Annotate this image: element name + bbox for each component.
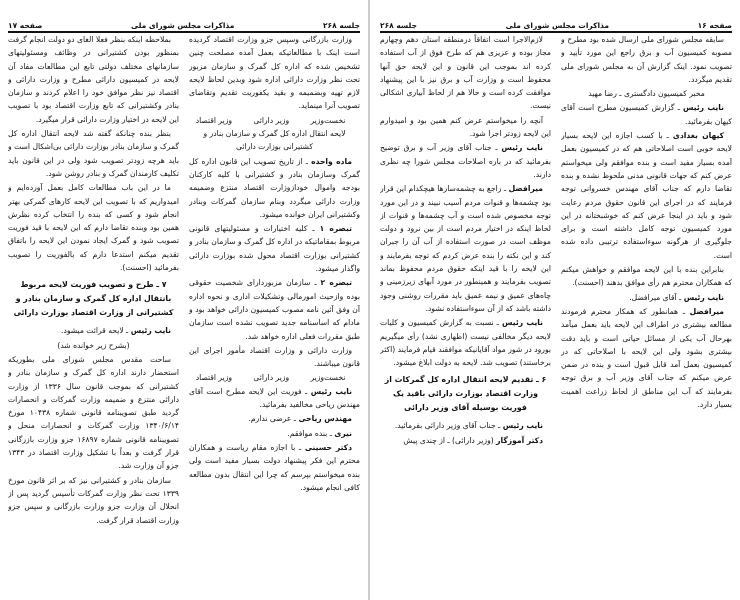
column-left bbox=[8, 33, 179, 596]
paragraph bbox=[561, 291, 732, 304]
paragraph-text: بنابراین بنده با این لایحه موافقم و خواهش میکنم که همکاران محترم هم رأی موافق بدهند (احسنت). bbox=[561, 265, 732, 288]
session-number: جلسه ۲۶۸ bbox=[322, 21, 360, 30]
speaker-name: کیهان بغدادی bbox=[672, 131, 724, 141]
paragraph-text: لازم‌الاجرا است اتفاقاً درمنطقه استان دهم وچهارم مجاز بوده و عزیزی هم که طرح فوق از آب استفاده کرده اند بموجب این قانون و این لایحه حق آنها محفوظ است و وزارت آب و برق نیز با این پیشنهاد موافقت کرده است و حالا هم از لحاظ آبیاری اشکالی نیست. bbox=[380, 35, 551, 111]
signatures bbox=[189, 371, 360, 384]
paragraph-text: ـ از تاریخ تصویب این قانون اداره کل گمرک وسازمان بنادر و کشتیرانی با کلیه کارکنان بودجه واموال خودازوزارت اقتصاد منتزع وضمیمه وزارت دارائی میگردد وبنام سازمان گمرکات وبنادر وکشتیرانی ایران خوانده میشود. bbox=[189, 156, 360, 219]
paragraph-text: سابقه مجلس شورای ملی ارسال شده بود مطرح و مصوبه کمیسیون آب و برق راجع این مورد تأیید و تصویب نمود. اینک گزارش آن به مجلس شورای ملی تقدیم میگردد. bbox=[561, 35, 732, 84]
page-number: صفحه ۱۶ bbox=[697, 21, 732, 30]
paragraph-text: ـ نسبت به گزارش کمیسیون و کلیات لایحه دیگر مخالفی نیست (اظهاری نشد) رأی میگیریم بورود در شور مواد آقایانیکه موافقند قیام فرمایند (اکثر برخاستند) تصویب شد. لایحه به دولت ابلاغ میشود. bbox=[380, 318, 551, 368]
paragraph bbox=[189, 412, 360, 425]
speaker-name: ماده واحده bbox=[311, 156, 352, 166]
paragraph bbox=[8, 353, 179, 473]
paragraph-text: (وزیر دارائی) ـ از چندی پیش bbox=[403, 435, 497, 445]
paragraph bbox=[380, 114, 551, 141]
speaker-name: نایب رئیس bbox=[502, 318, 543, 328]
paragraph-text: ـ لایحه قرائت میشود. bbox=[61, 326, 131, 336]
paragraph-text: ـ با اجازه مقام ریاست و همکاران محترم این فکر پیشنهاد دولت بسیار مفید است ولی بنده میخواستم بپرسم که چرا این انتقال بدون مطالعه کافی انجام میشود. bbox=[189, 442, 360, 492]
paragraph bbox=[189, 276, 360, 342]
signature: وزیر اقتصاد bbox=[195, 115, 233, 125]
page-16 bbox=[372, 0, 738, 600]
speaker-name: مهندس ریاحی bbox=[298, 414, 352, 424]
paragraph-text: ـ کلیه اختیارات و مسئولیتهای قانونی مربوط بمقاماتیکه در اداره کل گمرک و سازمان بنادر و کشتیرانی بوزارت اقتصاد محول شده بوزارت دارائی واگذار میشود. bbox=[189, 224, 360, 274]
section-heading: ۶ ـ تقدیم لایحه انتقال اداره کل گمرکات از وزارت اقتصاد بوزارت دارائی باقید یک فوریت بوسیله آقای وزیر دارائی bbox=[384, 375, 547, 413]
speaker-name: نایب رئیس bbox=[502, 421, 543, 431]
paragraph bbox=[561, 101, 732, 128]
paragraph bbox=[8, 324, 179, 337]
paragraph-text: ـ عرضی ندارم. bbox=[248, 414, 299, 424]
paragraph bbox=[380, 141, 551, 181]
journal-title: مذاکرات مجلس شورای ملی bbox=[131, 21, 235, 30]
paragraph-text: ـ فوریت این لایحه مطرح است آقای مهندس ریاحی مخالفید بفرمائید. bbox=[189, 386, 360, 410]
paragraph bbox=[380, 316, 551, 369]
paragraph-text: آنچه را میخواستم عرض کنم همین بود و امیدوارم این لایحه زودتر اجرا شود. bbox=[380, 115, 551, 139]
page-header bbox=[8, 20, 360, 33]
centered-line: (بشرح زیر خوانده شد) bbox=[57, 340, 130, 350]
page-number: صفحه ۱۷ bbox=[8, 21, 43, 30]
paragraph-text: ـ جناب آقای وزیر آب و برق توضیح بفرمائید که در باره اصلاحات مجلس شورا چه نظری دارند. bbox=[380, 143, 551, 179]
paragraph-text: ـ جناب آقای وزیر دارائی بفرمائید. bbox=[394, 421, 503, 431]
paragraph bbox=[8, 127, 179, 180]
session-number: جلسه ۲۶۸ bbox=[380, 21, 417, 30]
paragraph-text: بملاحظه اینکه بنظر فعلا الغای دو دولت انجام گرفت بمنظور بودن کشتیرانی در وظائف ومسئولیتهای سازمانهای مختلف دولتی تابع این مطالعات مفاد آن لایحه در کمیسیون دارائی مطرح و وزارت دارائی و اقتصاد نیز نظر موافق خود را اعلام کردند و سازمان بنادر وکشتیرانی که تابع وزارت اقتصاد بود با تصویب این لایحه در اختیار وزارت دارائی قرار میگیرد. bbox=[8, 35, 179, 124]
speaker-name: میرافضل bbox=[508, 184, 543, 194]
column-right bbox=[561, 33, 732, 596]
speaker-name: تبصره ۲ bbox=[320, 278, 352, 288]
page-17 bbox=[0, 0, 366, 600]
signature: وزیر اقتصاد bbox=[195, 373, 233, 383]
centered-line: لایحه انتقال اداره کل گمرک و سازمان بنادر و کشتیرانی بوزارت دارائی bbox=[203, 129, 346, 152]
book-gutter bbox=[368, 0, 370, 600]
paragraph-text: ـ همانطور که همکار محترم فرمودند مطالعه بیشتری در اطراف این لایحه باید بعمل میآمد بهرحال آب یکی از مسائل حیاتی است و باید دقت بیشتری بشود ولی این لایحه با اصلاحاتی که در کمیسیون بعمل آمد قابل قبول است و بنده در ضمن عرض میکنم که جناب آقای وزیر آب و برق توجه بفرمایند که آب این مناطق از لحاظ زراعت اهمیت بسیار دارد. bbox=[561, 306, 732, 410]
paragraph bbox=[380, 33, 551, 113]
column-left bbox=[380, 33, 551, 596]
speaker-name: نایب رئیس bbox=[501, 143, 544, 153]
paragraph bbox=[189, 427, 360, 440]
paragraph-text: سازمان بنادر و کشتیرانی نیز که بر اثر قانون مورخ ۱۳۳۹ تحت نظر وزارت گمرکات تأسیس گردید پس از انحلال آن وزارت جزو وزارت بازرگانی و سپس جزو وزارت اقتصاد قرار گرفت. bbox=[8, 475, 179, 525]
paragraph-text: وزارت بازرگانی وسپس جزو وزارت اقتصاد گردیده است اینک با مطالعاتیکه بعمل آمده مصلحت چنین تشخیص شده که اداره کل گمرک و سازمان مزبور تحت نظر وزارت دارائی اداره شود وبدین لحاظ لایحه لازم تهیه وبضمیمه و بقید یکفوریت تقدیم وتقاضای تصویب آنرا مینماید. bbox=[189, 35, 360, 111]
paragraph-text: بنظر بنده چنانکه گفته شد لایحه انتقال اداره کل گمرک و سازمان بنادر بوزارت دارائی بی‌اشکال است و باید هرچه زودتر تصویب شود ولی در این قانون باید تکلیف کارمندان گمرک و بنادر روشن شود. bbox=[8, 129, 179, 178]
paragraph bbox=[189, 344, 360, 371]
paragraph bbox=[561, 263, 732, 290]
paragraph bbox=[561, 33, 732, 86]
paragraph bbox=[380, 182, 551, 315]
text-columns bbox=[8, 33, 360, 596]
paragraph bbox=[189, 155, 360, 221]
signature: وزیر دارائی bbox=[253, 373, 290, 383]
paragraph bbox=[189, 33, 360, 113]
speaker-name: نیری bbox=[334, 428, 352, 438]
paragraph-text: وزارت دارائی و وزارت اقتصاد مأمور اجرای این قانون میباشند. bbox=[189, 345, 360, 369]
paragraph-text: ـ گزارش کمیسیون مطرح است آقای کیهان بفرمائید. bbox=[561, 103, 732, 126]
signature: نخست‌وزیر bbox=[310, 373, 346, 383]
paragraph-text: ـ بنده موافقم. bbox=[287, 428, 335, 438]
paragraph-text: ساحت مقدس مجلس شورای ملی بطوریکه استحضار دارند اداره کل گمرک و سازمان بنادر و کشتیرانی که بموجب قانون سال ۱۳۳۶ از وزارت دارائی منتزع و ضمیمه وزارت گمرکات و انحصارات گردید طبق تصویبنامه قانونی شماره ۱۰۴۳۸ مورخ ۱۳۴۰/۶/۱۴ وزارت گمرکات و انحصارات منحل و تصویبنامه قانونی شماره ۱۶۸۹۷ جزو وزارت بازرگانی قرار گرفت و بعداً با تشکیل وزارت اقتصاد در ۱۳۴۳ جزو آن وزارت شد. bbox=[8, 354, 179, 471]
column-right bbox=[189, 33, 360, 596]
centered-line: مخبر کمیسیون دادگستری ـ رضا مهید bbox=[588, 89, 705, 99]
paragraph-text: ـ آقای میرافضل. bbox=[629, 292, 684, 302]
paragraph bbox=[189, 385, 360, 412]
section-heading: ۷ ـ طرح و تصویب فوریت لایحه مربوط بانتقال اداره کل گمرک و سازمان بنادر و کشتیرانی از وزارت اقتصاد بوزارت دارائی bbox=[13, 280, 174, 318]
paragraph bbox=[8, 33, 179, 126]
paragraph-text: ـ با کسب اجازه این لایحه بسیار لایحه خوبی است اصلاحاتی هم که در کمیسیون بعمل آمده بسیار مفید است و بنده موافقم ولی میخواستم عرض کنم که جهات قانونی مدنی ملحوظ نشده و بنده تقاضا دارم که جناب آقای مهندس خسروانی توجه فرمایند که در اجرای این قانون حقوق مردم رعایت شود و باید در اینجا عرض کنم که خوشبختانه در این مورد کمیسیون توجه کامل داشته است و برای جلوگیری از هرگونه سوءاستفاده ترتیبی داده شده است. bbox=[561, 131, 732, 260]
speaker-name: دکتر حسینی bbox=[304, 442, 352, 452]
paragraph bbox=[8, 181, 179, 274]
journal-title: مذاکرات مجلس شورای ملی bbox=[505, 21, 609, 30]
speaker-name: نایب رئیس bbox=[310, 386, 353, 396]
paragraph bbox=[561, 305, 732, 411]
paragraph bbox=[380, 434, 551, 447]
speaker-name: نایب رئیس bbox=[682, 103, 724, 113]
speaker-name: میرافضل bbox=[689, 306, 724, 316]
paragraph bbox=[189, 441, 360, 494]
speaker-name: نایب رئیس bbox=[683, 292, 724, 302]
speaker-name: نایب رئیس bbox=[130, 326, 171, 336]
signature: وزیر دارائی bbox=[253, 115, 290, 125]
page-header bbox=[380, 20, 732, 33]
paragraph bbox=[189, 222, 360, 275]
speaker-name: تبصره ۱ bbox=[319, 224, 352, 234]
paragraph-text: ـ سازمان مزبوردارای شخصیت حقوقی بوده وازحیث امورمالی وتشکیلات اداری و نحوه اداره آن وفق آئین نامه مصوب کمیسیون دارائی خواهد بود و مادام که اساسنامه جدید تصویب نشده است سازمان طبق مقررات فعلی اداره خواهد شد. bbox=[189, 278, 360, 341]
paragraph bbox=[561, 129, 732, 262]
paragraph bbox=[8, 474, 179, 527]
paragraph-text: ما در این باب مطالعات کامل بعمل آورده‌ایم و امیدواریم که با تصویب این لایحه کارهای گمرکی بهتر انجام شود و کسی که بنده را انتخاب کرده نظرش همین بود وبنده تقاضا دارم که این لایحه با قید فوریت تصویب شود و گمرک ایجاد نمودن این لایحه را باتفاق تقدیم میکنم استدعا دارم که بالفوریت را تصویب بفرمائید (احسنت). bbox=[8, 183, 179, 273]
speaker-name: دکتر آموزگار bbox=[496, 435, 543, 445]
text-columns bbox=[380, 33, 732, 596]
signatures bbox=[189, 114, 360, 127]
paragraph-text: ـ راجع به چشمه‌سارها هیچکدام این قرار بود چشمه‌ها و قنوات مردم آسیب نبیند و در این مورد توجه مخصوص شده است و آب چشمه‌ها و قنوات از لحاظ اینکه در اختیار مردم است از بین نرود و دولت موظف است در صورت استفاده از آب آن را جبران کند و این نکته را بنده عرض کردم که توجه بفرمایند و این لایحه را با قید اینکه حقوق مردم محفوظ بماند تصویب بفرمایند و همینطور در مورد آبهای زیرزمینی و چاه‌های عمیق و نیمه عمیق باید مقررات روشنی وجود داشته باشد که از آن سوءاستفاده نشود. bbox=[380, 184, 551, 313]
signature: نخست‌وزیر bbox=[310, 115, 346, 125]
paragraph bbox=[380, 419, 551, 432]
